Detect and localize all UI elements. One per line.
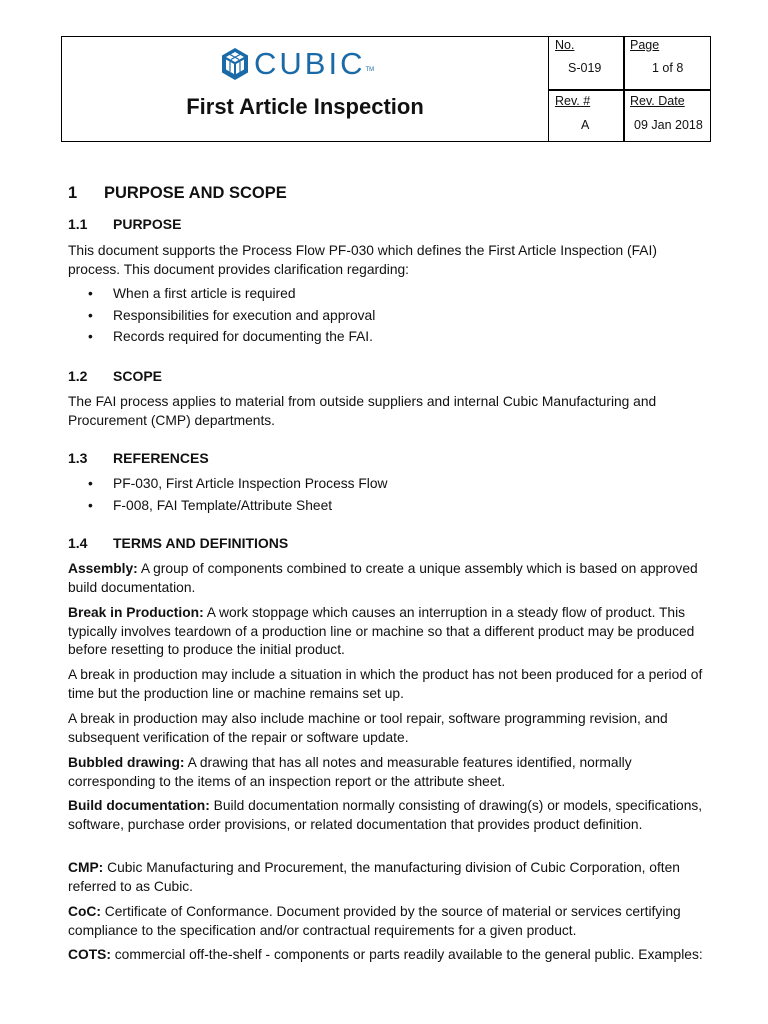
- subsection-number: 1.3: [68, 450, 88, 466]
- definition: commercial off-the-shelf - components or parts readily available to the general public. Examples:: [110, 947, 703, 962]
- term: Assembly:: [68, 561, 138, 576]
- list-item: • When a first article is required: [88, 285, 375, 307]
- list-item: • F-008, FAI Template/Attribute Sheet: [88, 497, 388, 519]
- header-title-cell: [62, 37, 549, 141]
- section-heading: [68, 184, 287, 203]
- no-label: No.: [555, 38, 575, 52]
- logo-wordmark: CUBIC: [254, 46, 366, 81]
- definition-paragraph: [68, 666, 708, 703]
- definition: A break in production may also include machine or tool repair, software programming revision, and subsequent verification of the repair or software update.: [68, 711, 668, 745]
- subsection-heading-scope: [68, 368, 162, 384]
- rev-date-label: Rev. Date: [630, 94, 685, 108]
- term: CMP:: [68, 860, 104, 875]
- term: COTS:: [68, 947, 111, 962]
- definition-build-documentation: [68, 797, 708, 834]
- term: Bubbled drawing:: [68, 755, 185, 770]
- term: Break in Production:: [68, 605, 204, 620]
- references-list: [88, 475, 388, 518]
- page-number: 1 of 8: [652, 61, 684, 75]
- definition-break-in-production: [68, 604, 708, 660]
- document-title: First Article Inspection: [186, 94, 424, 119]
- cubic-cube-icon: [220, 47, 250, 81]
- definition: Cubic Manufacturing and Procurement, the manufacturing division of Cubic Corporation, often referred to as Cubic.: [68, 860, 680, 894]
- purpose-text: This document supports the Process Flow PF-030 which defines the First Article Inspection (FAI) process. This document provides clarification regarding:: [68, 243, 657, 277]
- subsection-number: 1.4: [68, 535, 88, 551]
- definition-bubbled-drawing: [68, 754, 708, 791]
- subsection-heading-references: [68, 450, 209, 466]
- subsection-title: PURPOSE: [113, 216, 182, 232]
- purpose-list: [88, 285, 375, 350]
- subsection-number: 1.2: [68, 368, 88, 384]
- definition-coc: [68, 903, 708, 940]
- term: Build documentation:: [68, 798, 210, 813]
- rev-date: 09 Jan 2018: [634, 118, 703, 132]
- term: CoC:: [68, 904, 101, 919]
- list-item: • Responsibilities for execution and approval: [88, 307, 375, 329]
- list-item: • PF-030, First Article Inspection Process Flow: [88, 475, 388, 497]
- subsection-title: TERMS AND DEFINITIONS: [113, 535, 289, 551]
- definition: A work stoppage which causes an interruption in a steady flow of product. This typically involves teardown of a production line or machine so that a different product may be produced before resetting to produce the initial product.: [68, 605, 695, 657]
- logo-trademark: TM: [365, 67, 375, 73]
- scope-text: The FAI process applies to material from outside suppliers and internal Cubic Manufacturing and Procurement (CMP) departments.: [68, 394, 657, 428]
- definition: Certificate of Conformance. Document provided by the source of material or services certifying compliance to the specification and/or contractual requirements for a given product.: [68, 904, 681, 938]
- subsection-title: SCOPE: [113, 368, 163, 384]
- definition-assembly: [68, 560, 708, 597]
- definition: A drawing that has all notes and measurable features identified, normally corresponding to the items of an inspection report or the attribute sheet.: [68, 755, 632, 789]
- subsection-number: 1.1: [68, 216, 88, 232]
- section-title: PURPOSE AND SCOPE: [104, 184, 287, 202]
- definition: Build documentation normally consisting of drawing(s) or models, specifications, software, purchase order provisions, or related documentation that provides product definition.: [68, 798, 703, 832]
- definition-paragraph: [68, 710, 708, 747]
- document-header: [61, 36, 711, 142]
- definition: A break in production may include a situation in which the product has not been produced for a period of time but the production line or machine remains set up.: [68, 667, 703, 701]
- definition-cmp: [68, 859, 708, 896]
- definition: A group of components combined to create a unique assembly which is based on approved build documentation.: [68, 561, 698, 595]
- cubic-logo: [220, 47, 374, 81]
- rev-number: A: [581, 118, 590, 132]
- doc-number: S-019: [568, 61, 602, 75]
- definition-cots: [68, 946, 708, 965]
- subsection-heading-terms: [68, 535, 288, 551]
- page-label: Page: [630, 38, 660, 52]
- list-item: • Records required for documenting the FAI.: [88, 328, 375, 350]
- rev-label: Rev. #: [555, 94, 591, 108]
- section-number: 1: [68, 184, 78, 202]
- header-divider: [548, 89, 710, 91]
- subsection-title: REFERENCES: [113, 450, 209, 466]
- subsection-heading-purpose: [68, 216, 181, 232]
